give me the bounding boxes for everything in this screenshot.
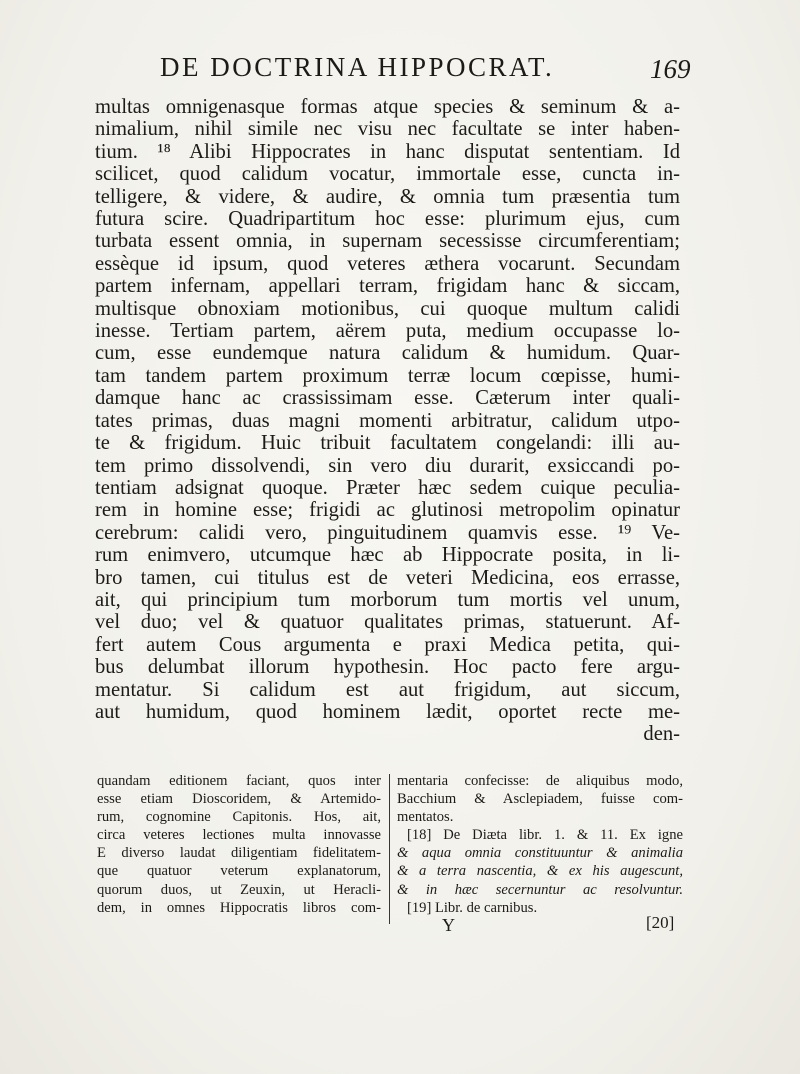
page-number: 169	[650, 54, 691, 84]
text-line-hyphenated-end: den-	[643, 723, 680, 746]
text-line: scilicet, quod calidum vocatur, immortale esse, cuncta in-	[95, 163, 680, 186]
footnote-line: & a terra nascentia, & ex his augescunt,	[397, 863, 683, 880]
text-line: nimalium, nihil simile nec visu nec facultate se inter haben-	[95, 118, 680, 141]
footnote-line: & aqua omnia constituuntur & animalia	[397, 845, 683, 862]
text-line: futura scire. Quadripartitum hoc esse: plurimum ejus, cum	[95, 208, 680, 231]
footnote-line: dem, in omnes Hippocratis libros com-	[97, 899, 381, 916]
footnote-line: mentatos.	[397, 809, 454, 826]
text-line: multas omnigenasque formas atque species & seminum & a-	[95, 96, 680, 118]
text-line: cum, esse eundemque natura calidum & humidum. Quar-	[95, 342, 680, 365]
text-line: tam tandem partem proximum terræ locum cœpisse, humi-	[95, 364, 680, 387]
footnotes-right-column	[397, 772, 683, 917]
column-divider	[389, 774, 390, 924]
text-line: essèque id ipsum, quod veteres æthera vocarunt. Secundam	[95, 252, 680, 275]
text-line: rum enimvero, utcumque hæc ab Hippocrate posita, in li-	[95, 544, 680, 567]
footnote-line: quandam editionem faciant, quos inter	[97, 773, 381, 789]
text-line: cerebrum: calidi vero, pinguitudinem quamvis esse. ¹⁹ Ve-	[95, 521, 680, 544]
running-title: DE DOCTRINA HIPPOCRAT.	[160, 52, 555, 82]
text-line: tium. ¹⁸ Alibi Hippocrates in hanc disputat sententiam. Id	[95, 140, 680, 163]
text-line: damque hanc ac crassissimam esse. Cæterum inter quali-	[95, 387, 680, 410]
text-line: tentiam adsignat quoque. Præter hæc sedem cuique peculia-	[95, 476, 680, 499]
footnote-line: mentaria confecisse: de aliquibus modo,	[397, 773, 683, 789]
footnote-18: [18] De Diæta libr. 1. & 11. Ex igne	[407, 827, 683, 844]
catchword: [20]	[646, 913, 675, 932]
footnotes-block	[97, 772, 682, 942]
footnote-line: Bacchium & Asclepiadem, fuisse com-	[397, 791, 683, 808]
text-line: multisque obnoxiam motionibus, cui quoque multum calidi	[95, 297, 680, 320]
text-line: bus delumbat illorum hypothesin. Hoc pacto fere argu-	[95, 656, 680, 679]
signature-mark: Y	[442, 915, 455, 935]
text-line: partem infernam, appellari terram, frigidam hanc & siccam,	[95, 275, 680, 298]
footnote-line: rum, cognomine Capitonis. Hos, ait,	[97, 809, 381, 826]
main-text-block	[95, 96, 680, 746]
footnote-line: circa veteres lectiones multa innovasse	[97, 827, 381, 844]
text-line: ait, qui principium tum morborum tum mortis vel unum,	[95, 588, 680, 611]
text-line: fert autem Cous argumenta e praxi Medica petita, qui-	[95, 633, 680, 656]
footnote-line: & in hæc secernuntur ac resolvuntur.	[397, 881, 683, 898]
text-line: tates primas, duas magni momenti arbitratur, calidum utpo-	[95, 409, 680, 432]
text-line: rem in homine esse; frigidi ac glutinosi metropolim opinatur	[95, 499, 680, 522]
footnote-line: E diverso laudat diligentiam fidelitatem-	[97, 845, 381, 862]
text-line: mentatur. Si calidum est aut frigidum, aut siccum,	[95, 678, 680, 701]
text-line: aut humidum, quod hominem lædit, oportet recte me-	[95, 700, 680, 723]
text-line: te & frigidum. Huic tribuit facultatem congelandi: illi au-	[95, 432, 680, 455]
footnote-19: [19] Libr. de carnibus.	[407, 899, 538, 916]
text-line: tem primo dissolvendi, sin vero diu durarit, exsiccandi po-	[95, 454, 680, 477]
footnote-line: quorum duos, ut Zeuxin, ut Heracli-	[97, 881, 381, 898]
text-line: turbata essent omnia, in supernam secessisse circumferentiam;	[95, 230, 680, 253]
footnotes-left-column	[97, 772, 381, 917]
text-line: inesse. Tertiam partem, aërem puta, medium occupasse lo-	[95, 320, 680, 343]
footnote-line: esse etiam Dioscoridem, & Artemido-	[97, 791, 381, 808]
footnote-line: que quatuor veterum explanatorum,	[97, 863, 381, 880]
text-line: telligere, & videre, & audire, & omnia tum præsentia tum	[95, 185, 680, 208]
text-line: bro tamen, cui titulus est de veteri Medicina, eos errasse,	[95, 566, 680, 589]
text-line: vel duo; vel & quatuor qualitates primas, statuerunt. Af-	[95, 611, 680, 634]
